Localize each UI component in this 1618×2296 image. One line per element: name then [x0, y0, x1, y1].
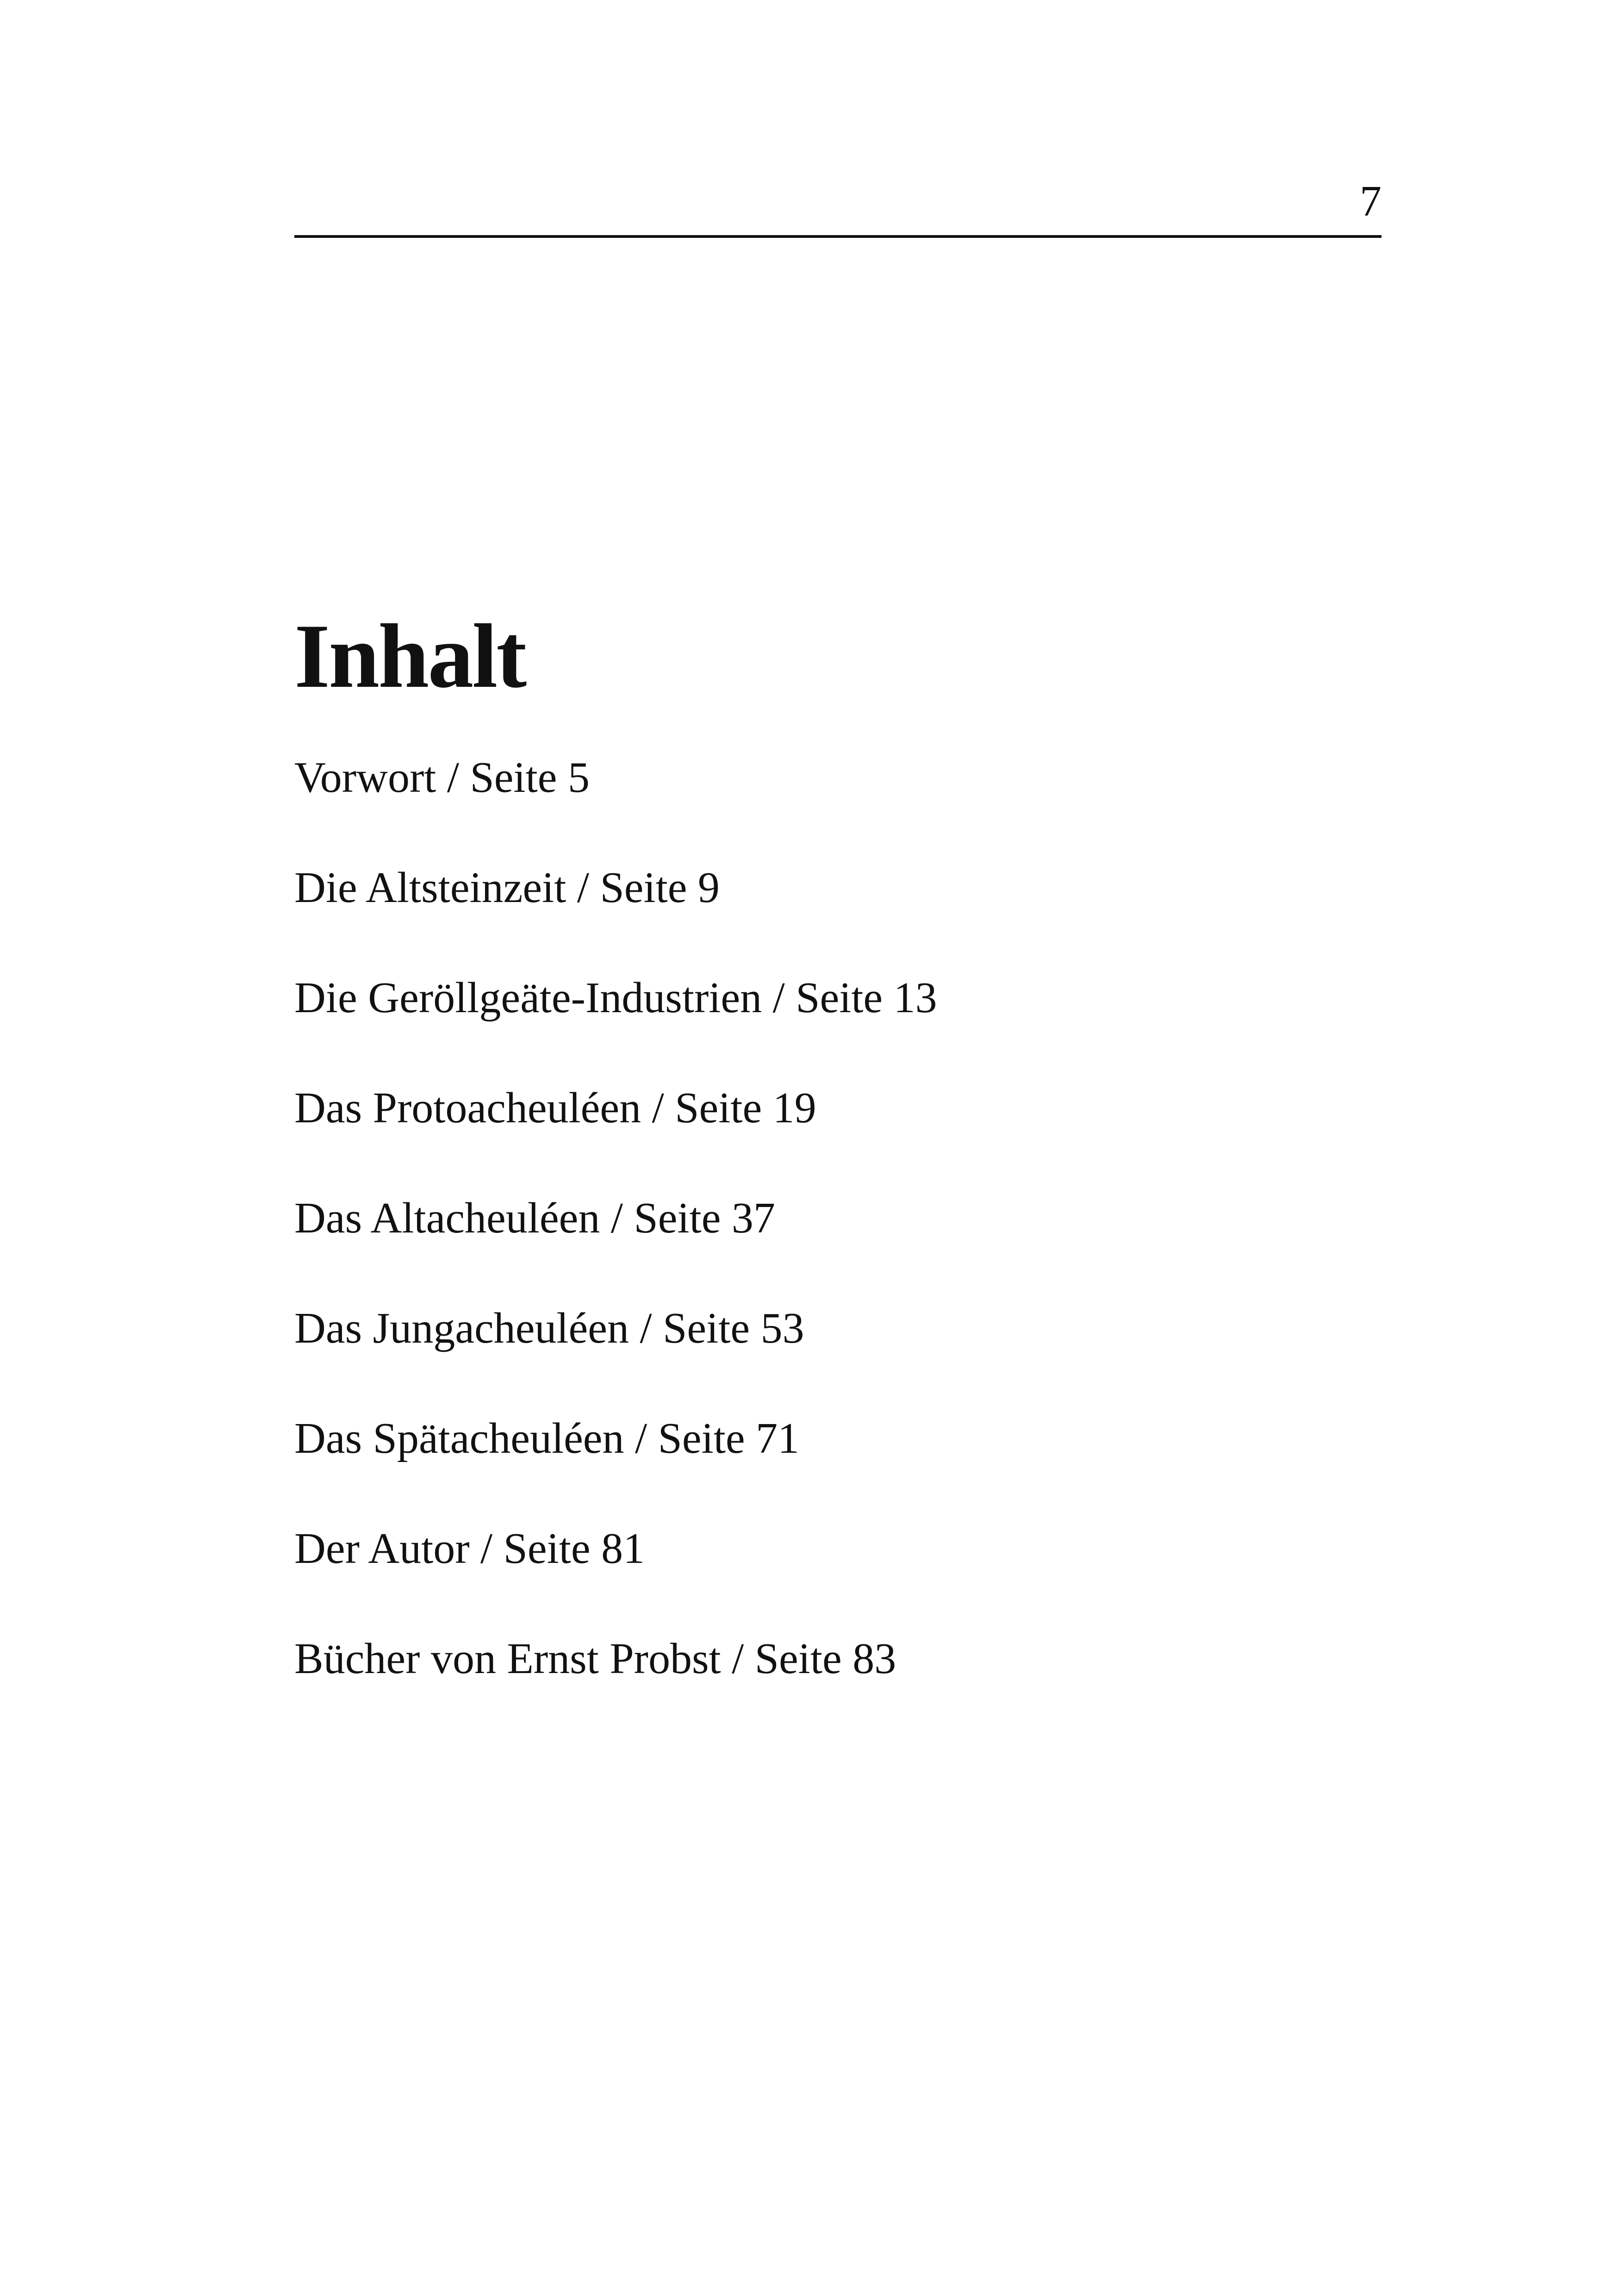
toc-entry: Der Autor / Seite 81 [294, 1524, 645, 1573]
toc-entry: Das Altacheuléen / Seite 37 [294, 1194, 775, 1242]
toc-entry: Das Protoacheuléen / Seite 19 [294, 1084, 816, 1132]
toc-entry: Die Geröllgeäte-Industrien / Seite 13 [294, 974, 937, 1022]
toc-entry: Das Jungacheuléen / Seite 53 [294, 1304, 804, 1352]
toc-entry: Die Altsteinzeit / Seite 9 [294, 864, 720, 912]
page-number: 7 [1360, 177, 1382, 225]
toc-entry: Vorwort / Seite 5 [294, 753, 590, 802]
table-of-contents [294, 745, 937, 1736]
toc-entry: Bücher von Ernst Probst / Seite 83 [294, 1635, 896, 1683]
header-rule [294, 235, 1382, 238]
page-title: Inhalt [294, 605, 526, 707]
toc-entry: Das Spätacheuléen / Seite 71 [294, 1414, 800, 1462]
